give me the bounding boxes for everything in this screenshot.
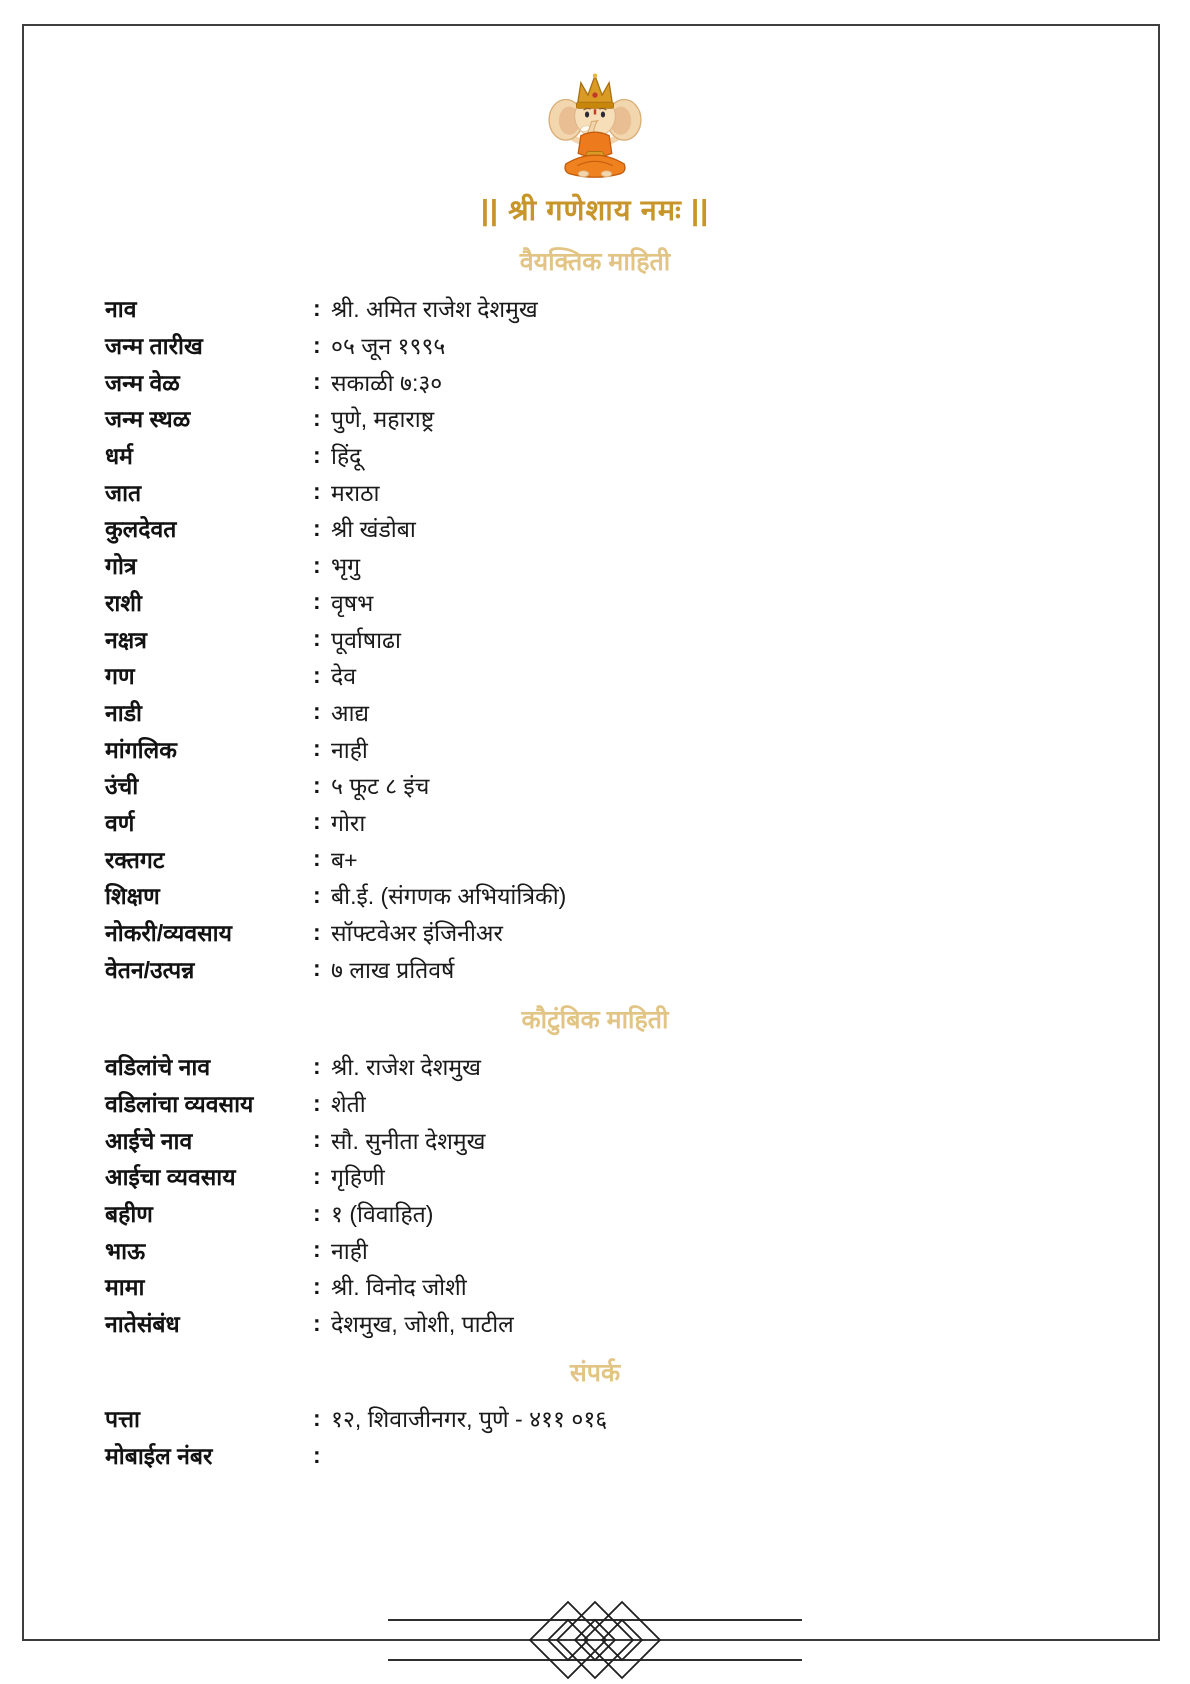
row-label: मामा	[105, 1274, 145, 1301]
row-label: गण	[105, 663, 135, 690]
info-row	[0, 767, 1190, 804]
row-colon: :	[313, 1162, 321, 1189]
row-value: नाही	[331, 1237, 368, 1264]
row-colon: :	[313, 881, 321, 908]
row-value: १ (विवाहित)	[331, 1201, 434, 1228]
row-colon: :	[313, 441, 321, 468]
info-row	[0, 950, 1190, 987]
row-colon: :	[313, 625, 321, 652]
info-row	[0, 730, 1190, 767]
row-value: वृषभ	[331, 589, 374, 616]
row-colon: :	[313, 1089, 321, 1116]
row-colon: :	[313, 1272, 321, 1299]
info-row	[0, 914, 1190, 951]
row-colon: :	[313, 588, 321, 615]
info-row	[0, 510, 1190, 547]
row-colon: :	[313, 1309, 321, 1336]
row-label: जन्म तारीख	[105, 333, 203, 360]
row-label: उंची	[105, 773, 139, 800]
row-label: जात	[105, 479, 142, 506]
row-label: शिक्षण	[105, 883, 160, 910]
row-colon: :	[313, 478, 321, 505]
row-label: पत्ता	[105, 1406, 140, 1433]
info-row	[0, 804, 1190, 841]
row-value: देशमुख, जोशी, पाटील	[331, 1311, 514, 1338]
row-colon: :	[313, 1236, 321, 1263]
row-value: हिंदू	[331, 443, 362, 470]
row-value: श्री. अमित राजेश देशमुख	[331, 296, 538, 323]
row-value: आद्य	[331, 699, 369, 726]
info-row	[0, 1158, 1190, 1195]
row-value: पुणे, महाराष्ट्र	[331, 406, 435, 433]
row-value: ब+	[331, 846, 358, 873]
row-label: जन्म स्थळ	[105, 406, 191, 433]
row-value: श्री. विनोद जोशी	[331, 1274, 467, 1301]
info-row	[0, 694, 1190, 731]
info-row	[0, 1195, 1190, 1232]
row-colon: :	[313, 1199, 321, 1226]
info-row	[0, 1048, 1190, 1085]
row-colon: :	[313, 735, 321, 762]
row-label: वडिलांचा व्यवसाय	[105, 1091, 254, 1118]
row-label: कुलदेवत	[105, 516, 177, 543]
info-row	[0, 473, 1190, 510]
row-label: आईचे नाव	[105, 1127, 193, 1154]
row-value: शेती	[331, 1091, 366, 1118]
row-colon: :	[313, 1126, 321, 1153]
section-title-family: कौटुंबिक माहिती	[521, 1006, 669, 1034]
info-row	[0, 584, 1190, 621]
row-value: सॉफ्टवेअर इंजिनीअर	[331, 920, 503, 947]
row-colon: :	[313, 331, 321, 358]
info-row	[0, 1268, 1190, 1305]
row-value: श्री खंडोबा	[331, 516, 416, 543]
row-colon: :	[313, 368, 321, 395]
row-colon: :	[313, 404, 321, 431]
row-colon: :	[313, 808, 321, 835]
row-value: ०५ जून १९९५	[331, 333, 446, 360]
ganesha-icon	[0, 70, 1190, 187]
row-colon: :	[313, 1404, 321, 1431]
row-value: गृहिणी	[331, 1164, 385, 1191]
row-colon: :	[313, 918, 321, 945]
row-label: वर्ण	[105, 809, 135, 836]
row-colon: :	[313, 771, 321, 798]
family-info-rows	[0, 1048, 1190, 1342]
info-row	[0, 400, 1190, 437]
row-label: राशी	[105, 589, 142, 616]
row-label: नक्षत्र	[105, 626, 147, 653]
row-colon: :	[313, 955, 321, 982]
row-label: नातेसंबंध	[105, 1311, 180, 1338]
row-value: श्री. राजेश देशमुख	[331, 1054, 481, 1081]
info-row	[0, 363, 1190, 400]
row-colon: :	[313, 514, 321, 541]
info-row	[0, 840, 1190, 877]
row-colon: :	[313, 1052, 321, 1079]
row-label: आईचा व्यवसाय	[105, 1164, 236, 1191]
row-value: बी.ई. (संगणक अभियांत्रिकी)	[331, 883, 567, 910]
row-value: भृगु	[331, 553, 361, 580]
row-label: धर्म	[105, 443, 133, 470]
row-value: १२, शिवाजीनगर, पुणे - ४११ ०१६	[331, 1406, 608, 1433]
row-value: पूर्वाषाढा	[331, 626, 401, 653]
row-value: ७ लाख प्रतिवर्ष	[331, 956, 455, 983]
row-value: सौ. सुनीता देशमुख	[331, 1127, 486, 1154]
row-colon: :	[313, 294, 321, 321]
row-label: नाडी	[105, 699, 142, 726]
row-colon: :	[313, 845, 321, 872]
row-value: सकाळी ७:३०	[331, 369, 443, 396]
mantra-text: || श्री गणेशाय नमः ||	[480, 195, 710, 227]
info-row	[0, 657, 1190, 694]
row-label: रक्तगट	[105, 846, 165, 873]
info-row	[0, 1400, 1190, 1437]
row-value: देव	[331, 663, 357, 690]
row-colon: :	[313, 551, 321, 578]
row-value: नाही	[331, 736, 368, 763]
row-colon: :	[313, 661, 321, 688]
row-label: बहीण	[105, 1201, 153, 1228]
row-value: गोरा	[331, 809, 366, 836]
row-label: जन्म वेळ	[105, 369, 180, 396]
info-row	[0, 327, 1190, 364]
row-label: वेतन/उत्पन्न	[105, 956, 195, 983]
info-row	[0, 620, 1190, 657]
info-row	[0, 1121, 1190, 1158]
row-label: नाव	[105, 296, 137, 323]
info-row	[0, 1305, 1190, 1342]
section-title-contact: संपर्क	[569, 1359, 621, 1387]
row-colon: :	[313, 1441, 321, 1468]
info-row	[0, 1085, 1190, 1122]
info-row	[0, 1231, 1190, 1268]
row-label: वडिलांचे नाव	[105, 1054, 211, 1081]
contact-info-rows	[0, 1400, 1190, 1473]
row-label: नोकरी/व्यवसाय	[105, 920, 232, 947]
row-label: भाऊ	[105, 1237, 146, 1264]
info-row	[0, 1437, 1190, 1474]
row-value: ५ फूट ८ इंच	[331, 773, 430, 800]
footer-divider-ornament	[0, 1594, 1190, 1684]
info-row	[0, 877, 1190, 914]
row-label: मांगलिक	[105, 736, 177, 763]
info-row	[0, 290, 1190, 327]
ganesha-illustration	[542, 70, 648, 182]
row-label: गोत्र	[105, 553, 137, 580]
info-row	[0, 547, 1190, 584]
row-value: मराठा	[331, 479, 380, 506]
row-label: मोबाईल नंबर	[105, 1443, 213, 1470]
section-title-personal: वैयक्तिक माहिती	[519, 248, 671, 276]
row-colon: :	[313, 698, 321, 725]
personal-info-rows	[0, 290, 1190, 987]
info-row	[0, 437, 1190, 474]
